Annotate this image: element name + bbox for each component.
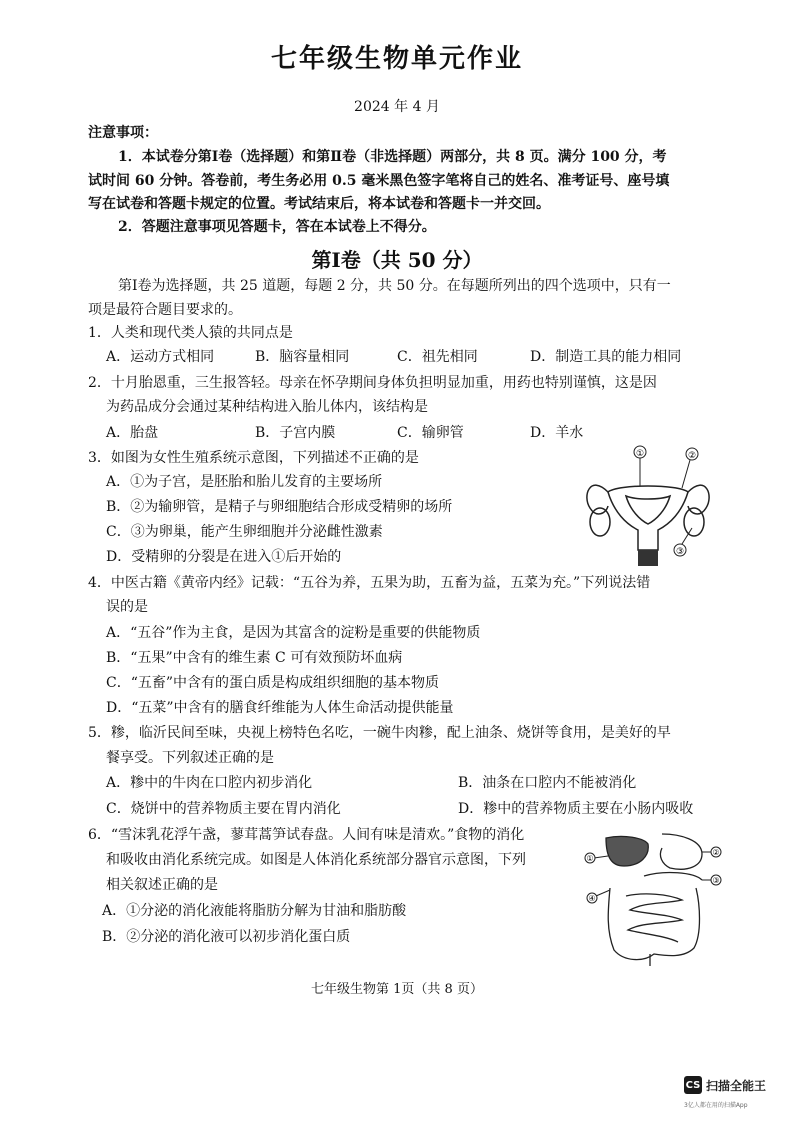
liver-shape	[606, 836, 648, 866]
question-5-stem-line-1: 5．糁，临沂民间至味，央视上榜特色名吃，一碗牛肉糁，配上油条、烧饼等食用，是美好的早	[88, 725, 671, 741]
figure-label-1: ①	[586, 854, 594, 863]
uterus-outline	[608, 486, 688, 550]
small-intestine	[626, 894, 682, 942]
question-6-stem-line-2: 和吸收由消化系统完成。如图是人体消化系统部分器官示意图，下列	[106, 852, 526, 868]
figure-label-3: ③	[675, 547, 685, 557]
figure-label-4: ④	[588, 894, 596, 903]
question-6-stem-line-3: 相关叙述正确的是	[106, 877, 218, 893]
scanner-logo-icon: CS	[684, 1076, 702, 1094]
question-3-option-c: C．③为卵巢，能产生卵细胞并分泌雌性激素	[106, 524, 383, 540]
question-2-option-b: B．子宫内膜	[255, 425, 336, 441]
question-2-option-d: D．羊水	[530, 425, 584, 441]
section-1-intro-line-2: 项是最符合题目要求的。	[88, 302, 242, 318]
section-1-title: 第Ⅰ卷（共 50 分）	[311, 248, 483, 272]
question-5-option-d: D．糁中的营养物质主要在小肠内吸收	[458, 801, 694, 817]
question-4-stem-line-2: 误的是	[106, 599, 148, 615]
question-1-option-d: D．制造工具的能力相同	[530, 349, 682, 365]
question-5-option-b: B．油条在口腔内不能被消化	[458, 775, 637, 791]
question-3-option-b: B．②为输卵管，是精子与卵细胞结合形成受精卵的场所	[106, 499, 453, 515]
exam-date: 2024 年 4 月	[354, 99, 440, 115]
note-1-line-2: 试时间 60 分钟。答卷前，考生务必用 0.5 毫米黑色签字笔将自己的姓名、准考证号、座号填	[88, 173, 670, 189]
question-6-option-b: B．②分泌的消化液可以初步消化蛋白质	[102, 929, 351, 945]
question-2-stem-line-2: 为药品成分会通过某种结构进入胎儿体内，该结构是	[106, 399, 428, 415]
question-5-stem-line-2: 餐享受。下列叙述正确的是	[106, 750, 274, 766]
question-2-option-a: A．胎盘	[106, 425, 159, 441]
question-1-stem: 1．人类和现代类人猿的共同点是	[88, 325, 293, 341]
question-3-stem: 3．如图为女性生殖系统示意图，下列描述不正确的是	[88, 450, 419, 466]
question-6-stem-line-1: 6．“雪沫乳花浮午盏，蓼茸蒿笋试春盘。人间有味是清欢。”食物的消化	[88, 827, 525, 843]
question-1-option-c: C．祖先相同	[397, 349, 478, 365]
scanner-badge	[684, 1076, 766, 1094]
digestive-system-figure	[584, 830, 724, 970]
figure-label-2: ②	[687, 451, 697, 461]
question-4-stem-line-1: 4．中医古籍《黄帝内经》记载：“五谷为养，五果为助，五畜为益，五菜为充。”下列说法错	[88, 575, 651, 591]
question-6-option-a: A．①分泌的消化液能将脂肪分解为甘油和脂肪酸	[102, 903, 407, 919]
question-2-stem-line-1: 2．十月胎恩重，三生报答轻。母亲在怀孕期间身体负担明显加重，用药也特别谨慎，这是因	[88, 375, 657, 391]
vagina-shape	[638, 550, 658, 566]
question-5-option-c: C．烧饼中的营养物质主要在胃内消化	[106, 801, 341, 817]
question-3-option-a: A．①为子宫，是胚胎和胎儿发育的主要场所	[106, 474, 383, 490]
section-1-intro-line-1: 第Ⅰ卷为选择题，共 25 道题，每题 2 分，共 50 分。在每题所列出的四个选项中，只有一	[118, 278, 671, 294]
question-5-option-a: A．糁中的牛肉在口腔内初步消化	[106, 775, 313, 791]
question-4-option-c: C．“五畜”中含有的蛋白质是构成组织细胞的基本物质	[106, 675, 440, 691]
uterus-cavity	[626, 496, 670, 524]
page-footer: 七年级生物第 1页（共 8 页）	[311, 982, 483, 997]
question-1-option-a: A．运动方式相同	[106, 349, 215, 365]
stomach-shape	[660, 834, 702, 869]
notes-heading: 注意事项：	[88, 125, 158, 141]
note-2: 2．答题注意事项见答题卡，答在本试卷上不得分。	[118, 219, 436, 235]
question-4-option-a: A．“五谷”作为主食，是因为其富含的淀粉是重要的供能物质	[106, 625, 481, 641]
pancreas-shape	[644, 873, 702, 880]
figure-label-3: ③	[712, 876, 720, 885]
page-title: 七年级生物单元作业	[270, 44, 523, 74]
question-1-option-b: B．脑容量相同	[255, 349, 350, 365]
question-4-option-b: B．“五果”中含有的维生素 C 可有效预防坏血病	[106, 650, 403, 666]
scanner-app-name: 扫描全能王	[706, 1078, 767, 1093]
left-ovary	[590, 508, 610, 536]
figure-label-1: ①	[635, 449, 645, 459]
question-4-option-d: D．“五菜”中含有的膳食纤维能为人体生命活动提供能量	[106, 700, 454, 716]
scanner-tagline: 3亿人都在用的扫描App	[684, 1102, 748, 1109]
figure-label-2: ②	[712, 848, 720, 857]
right-ovary	[684, 508, 704, 536]
note-1-line-3: 写在试卷和答题卡规定的位置。考试结束后，将本试卷和答题卡一并交回。	[88, 196, 550, 212]
question-2-option-c: C．输卵管	[397, 425, 464, 441]
question-3-option-d: D．受精卵的分裂是在进入①后开始的	[106, 549, 342, 565]
female-reproductive-system-figure	[578, 440, 718, 570]
note-1-line-1: 1．本试卷分第Ⅰ卷（选择题）和第Ⅱ卷（非选择题）两部分，共 8 页。满分 100 分，考	[118, 149, 667, 165]
